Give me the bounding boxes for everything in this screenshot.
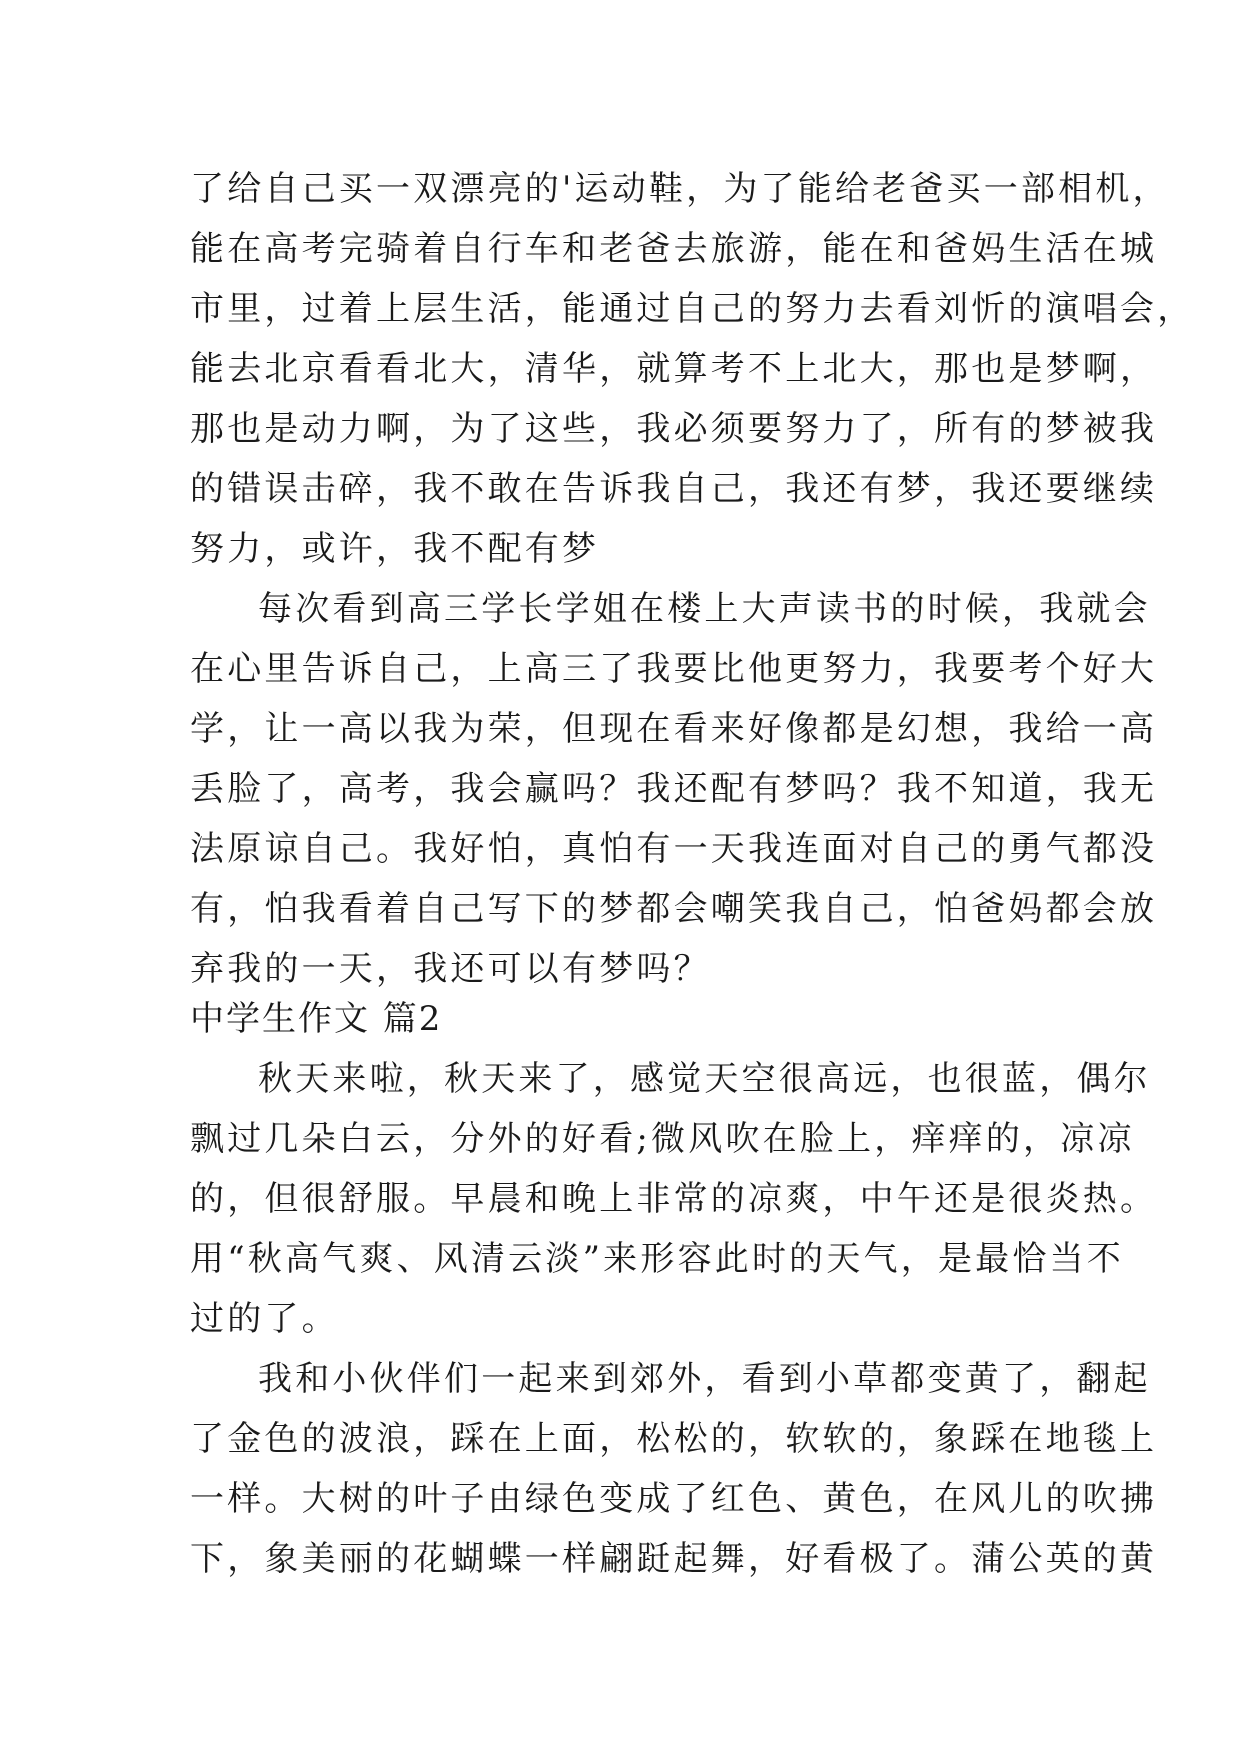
paragraph-line: 能在高考完骑着自行车和老爸去旅游，能在和爸妈生活在城 — [190, 229, 1158, 269]
paragraph-line: 那也是动力啊，为了这些，我必须要努力了，所有的梦被我 — [190, 409, 1158, 449]
paragraph-line: 的，但很舒服。早晨和晚上非常的凉爽，中午还是很炎热。 — [190, 1179, 1158, 1219]
paragraph-line: 弃我的一天，我还可以有梦吗？ — [190, 949, 711, 989]
paragraph-line: 过的了。 — [190, 1299, 339, 1339]
paragraph-line: 下，象美丽的花蝴蝶一样翩跹起舞，好看极了。蒲公英的黄 — [190, 1539, 1158, 1579]
paragraph-line: 的错误击碎，我不敢在告诉我自己，我还有梦，我还要继续 — [190, 469, 1158, 509]
paragraph-line: 我和小伙伴们一起来到郊外，看到小草都变黄了，翻起 — [258, 1359, 1151, 1399]
paragraph-line: 能去北京看看北大，清华，就算考不上北大，那也是梦啊， — [190, 349, 1158, 389]
paragraph-line: 法原谅自己。我好怕，真怕有一天我连面对自己的勇气都没 — [190, 829, 1158, 869]
paragraph-line: 学，让一高以我为荣，但现在看来好像都是幻想，我给一高 — [190, 709, 1158, 749]
paragraph-line: 用“秋高气爽、风清云淡”来形容此时的天气，是最恰当不 — [190, 1239, 1124, 1279]
paragraph-line: 一样。大树的叶子由绿色变成了红色、黄色，在风儿的吹拂 — [190, 1479, 1158, 1519]
paragraph-line: 每次看到高三学长学姐在楼上大声读书的时候，我就会 — [258, 589, 1151, 629]
paragraph-line: 努力，或许，我不配有梦 — [190, 529, 600, 569]
paragraph-line: 了给自己买一双漂亮的'运动鞋，为了能给老爸买一部相机， — [190, 169, 1170, 209]
paragraph-line: 丢脸了，高考，我会赢吗？我还配有梦吗？我不知道，我无 — [190, 769, 1158, 809]
paragraph-line: 市里，过着上层生活，能通过自己的努力去看刘忻的演唱会， — [190, 289, 1195, 329]
paragraph-line: 在心里告诉自己，上高三了我要比他更努力，我要考个好大 — [190, 649, 1158, 689]
paragraph-line: 秋天来啦，秋天来了，感觉天空很高远，也很蓝，偶尔 — [258, 1059, 1151, 1099]
paragraph-line: 有，怕我看着自己写下的梦都会嘲笑我自己，怕爸妈都会放 — [190, 889, 1158, 929]
paragraph-line: 飘过几朵白云，分外的好看;微风吹在脸上，痒痒的，凉凉 — [190, 1119, 1135, 1159]
paragraph-line: 了金色的波浪，踩在上面，松松的，软软的，象踩在地毯上 — [190, 1419, 1158, 1459]
section-heading: 中学生作文 篇2 — [190, 999, 443, 1039]
